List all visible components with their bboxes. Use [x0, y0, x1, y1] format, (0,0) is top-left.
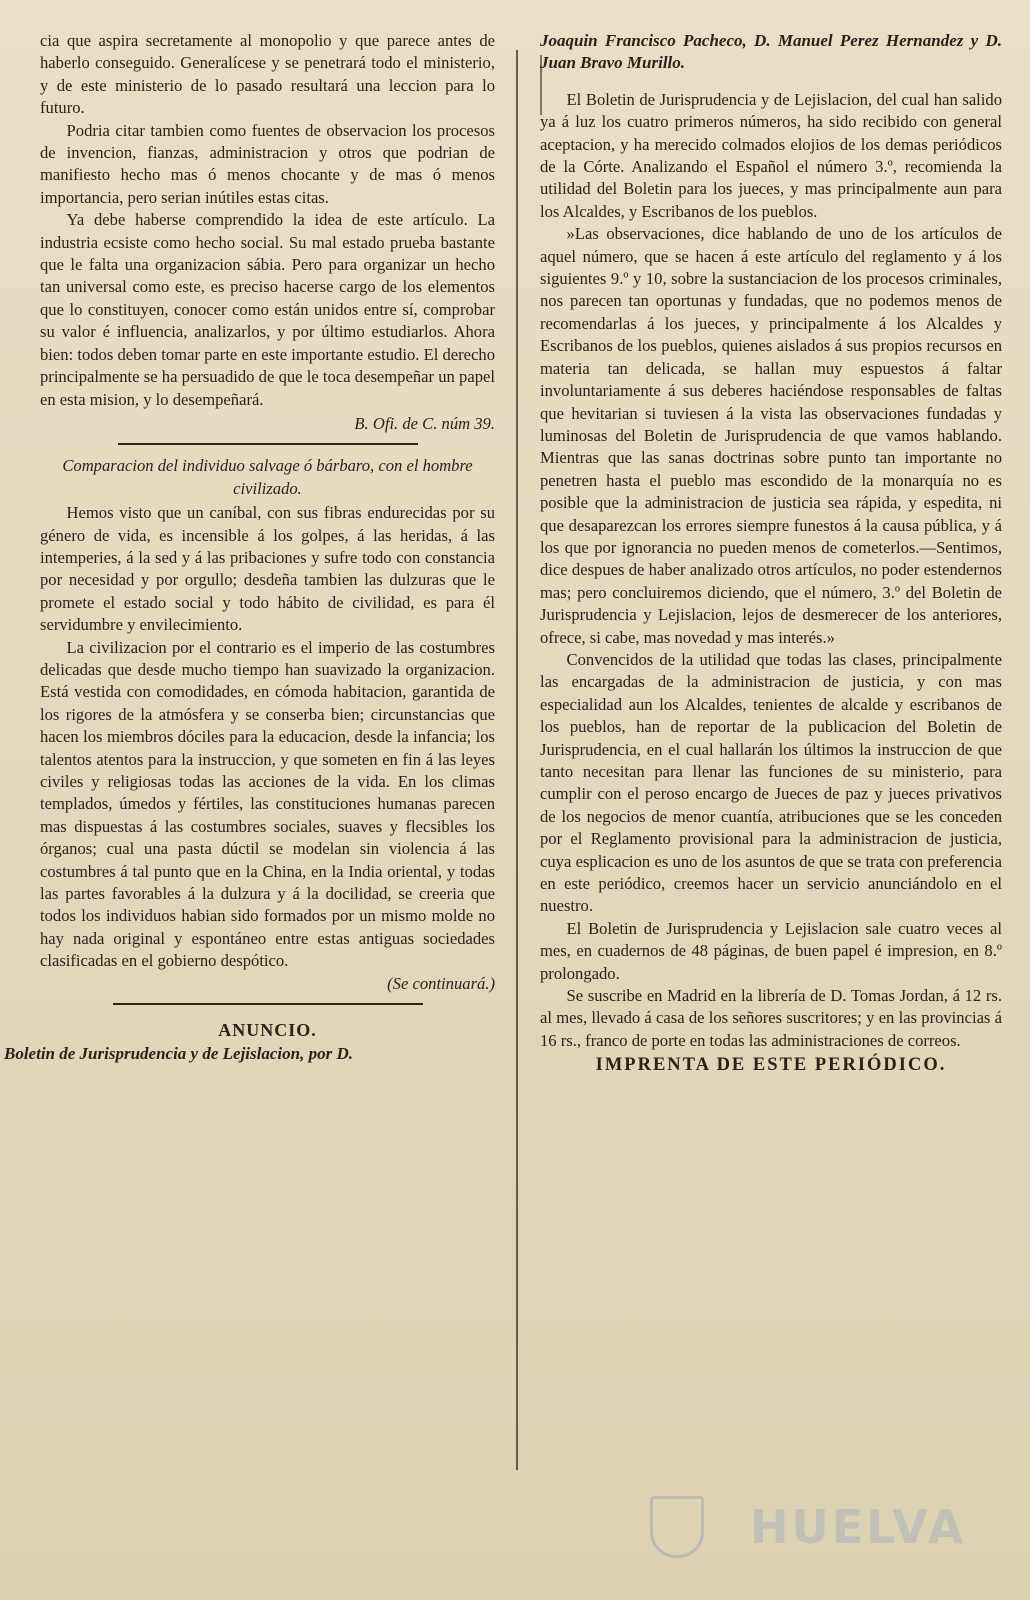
paragraph: La civilizacion por el contrario es el imperio de las costumbres delicadas que desde mucho tiempo han suavizado la organizacion. Está vestida con comodidades, en cómoda habitacion, garantida de los rigores de la atmósfera y se conserba bien; circunstancias que hacen los miembros dóciles para la educacion, desde la infancia; los talentos atentos para la instruccion, y que someten en fin á las leyes civiles y religiosas todas las acciones de la vida. En los climas templados, úmedos y fértiles, las constituciones humanas parecen mas dispuestas á las costumbres sociales, suaves y flecsibles los órganos; cual una pasta dúctil se modelan sin violencia á las costumbres á tal punto que en la China, en la India oriental, y todas las partes favorables á la dulzura y á la docilidad, se creeria que todos los individuos habian sido formados por un mismo molde no hay nada original y espontáneo entre estas antiguas sociedades clasificadas en el gobierno despótico. — [40, 637, 495, 971]
announcement-authors: Joaquin Francisco Pacheco, D. Manuel Perez Hernandez y D. Juan Bravo Murillo. — [540, 31, 1002, 73]
paragraph: Ya debe haberse comprendido la idea de este artículo. La industria ecsiste como hecho social. Su mal estado prueba bastante que le falta una organizacion sábia. Pero para organizar un hecho tan universal como este, es preciso hacerse cargo de los elementos que lo constituyen, conocer como están unidos entre sí, comprobar su valor é influencia, analizarlos, y por último estudiarlos. Ahora bien: todos deben tomar parte en este importante estudio. El derecho principalmente se ha persuadido de que le toca desempeñar un papel en esta mision, y lo desempeñará. — [40, 210, 495, 409]
paragraph: Hemos visto que un caníbal, con sus fibras endurecidas por su género de vida, es incensible á los golpes, á las heridas, á las intemperies, á la sed y á las pribaciones y sufre todo con constancia por necesidad y por orgullo; desdeña tambien las dulzuras que le promete el estado social y todo hábito de civilidad, es para él servidumbre y envilecimiento. — [40, 503, 495, 635]
paragraph: El Boletin de Jurisprudencia y Lejislacion sale cuatro veces al mes, en cuadernos de 48 páginas, de buen papel é impresion, en 8.º prolongado. — [540, 918, 1002, 983]
paragraph: Podria citar tambien como fuentes de observacion los procesos de invencion, fianzas, administracion y otros que podrian de manifiesto hecho mas ó menos chocante y de mas ó menos importancia, pero serian inútiles estas citas. — [40, 120, 495, 207]
library-watermark — [650, 1492, 980, 1562]
paragraph: Convencidos de la utilidad que todas las clases, principalmente las encargadas de la administracion de justicia, y con mas especialidad aun los Alcaldes, tenientes de alcalde y escribanos de los pueblos, han de reportar de la publicacion del Boletin de Jurisprudencia, en el cual hallarán los últimos la instruccion de que tanto necesitan para llenar las funciones de su ministerio, para cumplir con el peroso encargo de Jueces de paz y jueces privativos de los negocios de menor cuantía, atribuciones que se les conceden por el Reglamento provisional para la administracion de justicia, cuya esplicacion es uno de los asuntos de que se trata con preferencia en este periódico, creemos hacer un servicio anunciándolo en el nuestro. — [540, 649, 1002, 916]
announcement-title: ANUNCIO. — [218, 1020, 317, 1041]
column-rule — [516, 50, 518, 1470]
announcement-heading: Boletin de Jurisprudencia y de Lejislacion, por D. — [4, 1044, 353, 1064]
shield-icon — [650, 1496, 704, 1558]
section-divider — [118, 443, 418, 445]
article-title: Comparacion del individuo salvage ó bárbaro, con el hombre civilizado. — [62, 456, 473, 498]
paragraph: El Boletin de Jurisprudencia y de Lejislacion, del cual han salido ya á luz los cuatro primeros números, ha sido recibido con general aceptacion, y ha merecido colmados elojios de los demas periódicos de la Córte. Analizando el Español el número 3.º, recomienda la utilidad del Boletin para los jueces, y mas principalmente aun para los Alcaldes, y Escribanos de los pueblos. — [540, 89, 1002, 221]
continuation-note: (Se continuará.) — [387, 973, 495, 993]
imprint-line: IMPRENTA DE ESTE PERIÓDICO. — [595, 1055, 947, 1076]
watermark-text: HUELVA — [750, 1500, 967, 1554]
section-divider — [113, 1003, 423, 1005]
paragraph: Se suscribe en Madrid en la librería de D. Tomas Jordan, á 12 rs. al mes, llevado á casa de los señores suscritores; y en las provincias á 16 rs., franco de porte en todas las administraciones de correos. — [540, 986, 1002, 1050]
paragraph: »Las observaciones, dice hablando de uno de los artículos de aquel número, que se hacen á este artículo del reglamento y á los siguientes 9.º y 10, sobre la sustanciacion de los procesos criminales, nos parecen tan oportunas y fundadas, que no podemos menos de recomendarlas á los jueces, y principalmente á los Alcaldes y Escribanos de los pueblos, quienes aislados á sus propios recursos en materia tan delicada, se hallan muy espuestos á faltar involuntariamente á sus deberes haciéndose responsables de faltas que hevitarian si tuviesen á la vista las observaciones fundadas y luminosas del Boletin de Jurisprudencia de que vamos hablando. Mientras que las sanas doctrinas sobre punto tan importante no penetren hasta el pueblo mas escondido de la monarquía no es posible que la administracion de justicia sea rápida, y espedita, ni que desaparezcan los errores siempre funestos á la causa pública, y á los que por ignorancia no pueden menos de cometerlos.—Sentimos, dice despues de haber analizado otros artículos, no poder estendernos mas; pero concluiremos diciendo, que el número, 3.º del Boletin de Jurisprudencia y Lejislacion, lejos de desmerecer de los anteriores, ofrece, si cabe, mas novedad y mas interés.» — [540, 224, 1002, 647]
source-citation: B. Ofi. de C. núm 39. — [354, 413, 495, 433]
left-column — [4, 30, 495, 1066]
paragraph: cia que aspira secretamente al monopolio y que parece antes de haberlo conseguido. Generalícese y se penetrará todo el ministerio, y de este ministerio de lo pasado resultará una leccion para lo futuro. — [40, 31, 495, 118]
right-column — [540, 30, 1002, 1077]
